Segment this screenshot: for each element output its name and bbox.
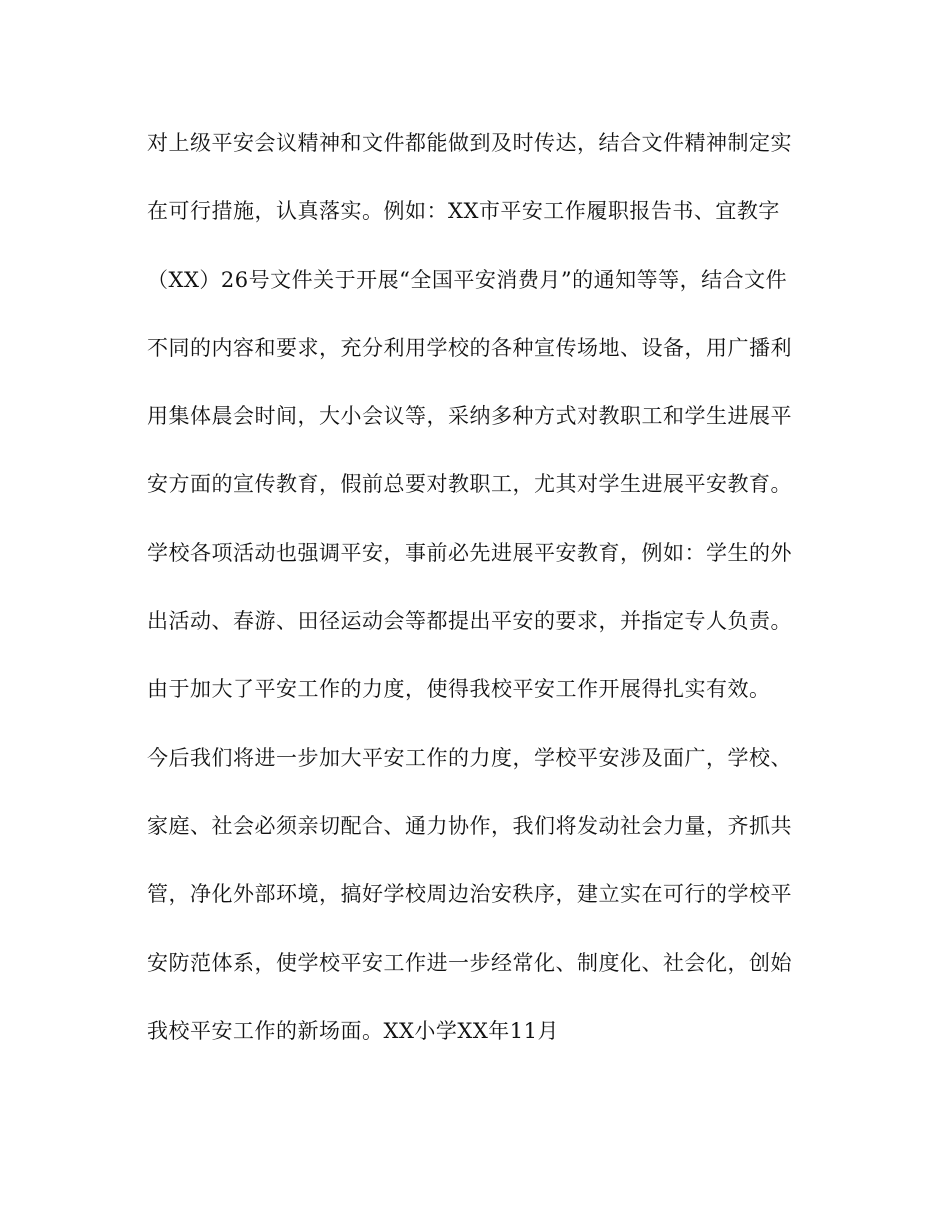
text-line-4: 不同的内容和要求，充分利用学校的各种宣传场地、设备，用广播利 xyxy=(147,335,792,360)
body-text xyxy=(147,121,817,1077)
text-line-13: 安防范体系，使学校平安工作进一步经常化、制度化、社会化，创始 xyxy=(147,950,792,975)
text-line-5: 用集体晨会时间，大小会议等，采纳多种方式对教职工和学生进展平 xyxy=(147,404,792,429)
text-line-8: 出活动、春游、田径运动会等都提出平安的要求，并指定专人负责。 xyxy=(147,609,792,634)
text-line-11: 家庭、社会必须亲切配合、通力协作，我们将发动社会力量，齐抓共 xyxy=(147,813,792,838)
text-line-9: 由于加大了平安工作的力度，使得我校平安工作开展得扎实有效。 xyxy=(147,677,771,702)
text-line-6: 安方面的宣传教育，假前总要对教职工，尤其对学生进展平安教育。 xyxy=(147,472,792,497)
text-line-3: （XX）26号文件关于开展“全国平安消费月”的通知等等，结合文件 xyxy=(147,267,788,292)
text-line-2: 在可行措施，认真落实。例如：XX市平安工作履职报告书、宜教字 xyxy=(147,199,780,224)
text-line-12: 管，净化外部环境，搞好学校周边治安秩序，建立实在可行的学校平 xyxy=(147,882,792,907)
text-line-14: 我校平安工作的新场面。XX小学XX年11月 xyxy=(147,1018,560,1043)
text-line-10: 今后我们将进一步加大平安工作的力度，学校平安涉及面广，学校、 xyxy=(147,745,792,770)
text-line-7: 学校各项活动也强调平安，事前必先进展平安教育，例如：学生的外 xyxy=(147,540,792,565)
text-line-1: 对上级平安会议精神和文件都能做到及时传达，结合文件精神制定实 xyxy=(147,131,792,155)
